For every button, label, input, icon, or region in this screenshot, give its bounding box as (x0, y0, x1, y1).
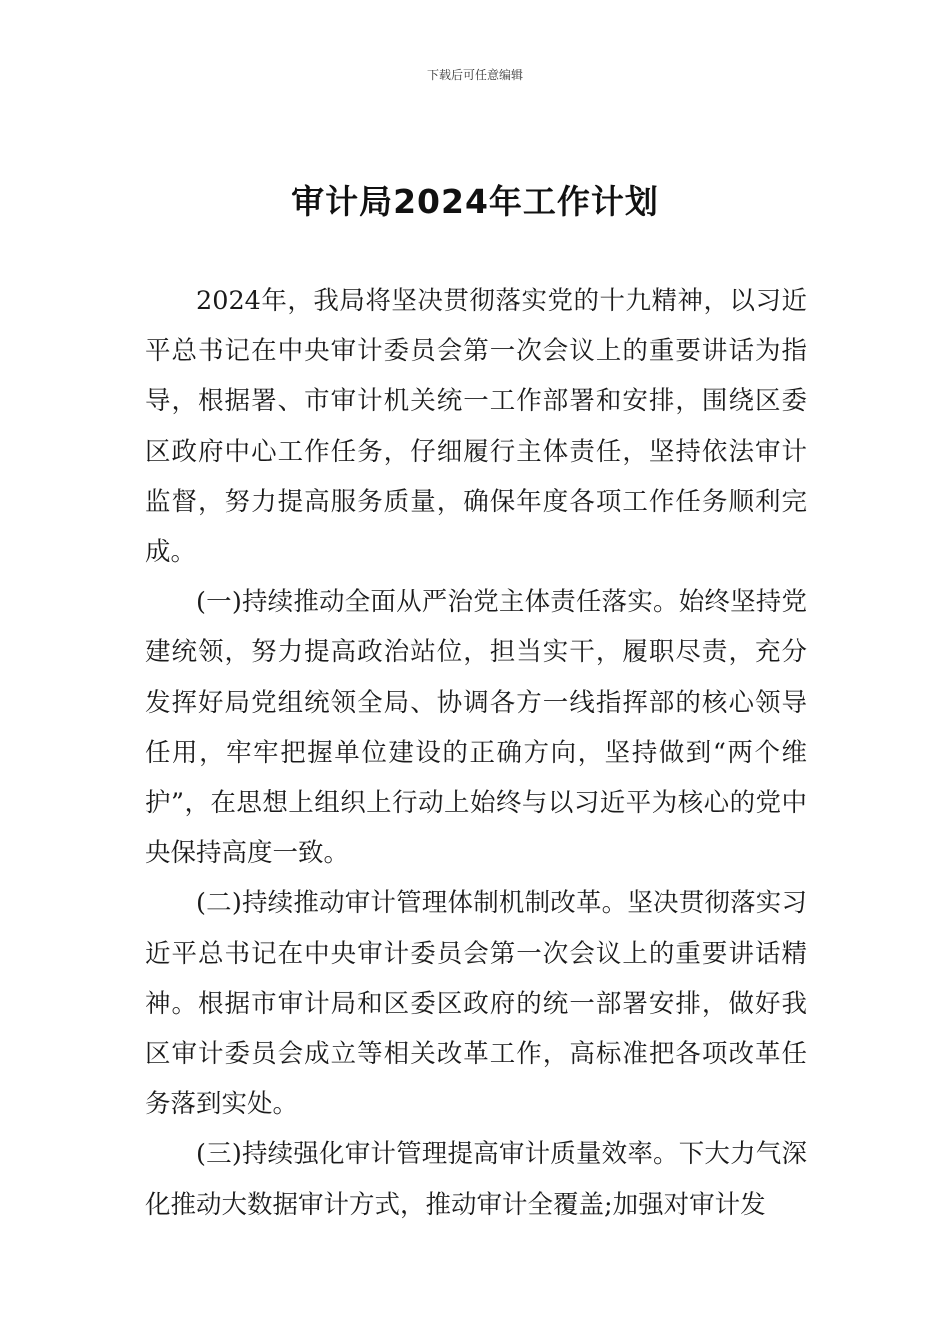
document-body (145, 276, 807, 1230)
paragraph-section-1: (一)持续推动全面从严治党主体责任落实。始终坚持党建统领，努力提高政治站位，担当实干，履职尽责，充分发挥好局党组统领全局、协调各方一线指挥部的核心领导任用，牢牢把握单位建设的正确方向，坚持做到“两个维护”，在思想上组织上行动上始终与以习近平为核心的党中央保持高度一致。 (145, 587, 807, 869)
document-title: 审计局2024年工作计划 (291, 182, 659, 221)
header-note: 下载后可任意编辑 (426, 68, 523, 82)
paragraph-section-2: (二)持续推动审计管理体制机制改革。坚决贯彻落实习近平总书记在中央审计委员会第一次会议上的重要讲话精神。根据市审计局和区委区政府的统一部署安排，做好我区审计委员会成立等相关改革工作，高标准把各项改革任务落到实处。 (145, 888, 807, 1120)
paragraph-section-3: (三)持续强化审计管理提高审计质量效率。下大力气深化推动大数据审计方式，推动审计全覆盖;加强对审计发 (145, 1139, 807, 1220)
paragraph-intro: 2024年，我局将坚决贯彻落实党的十九精神，以习近平总书记在中央审计委员会第一次会议上的重要讲话为指导，根据署、市审计机关统一工作部署和安排，围绕区委区政府中心工作任务，仔细履行主体责任，坚持依法审计监督，努力提高服务质量，确保年度各项工作任务顺利完成。 (145, 286, 807, 568)
